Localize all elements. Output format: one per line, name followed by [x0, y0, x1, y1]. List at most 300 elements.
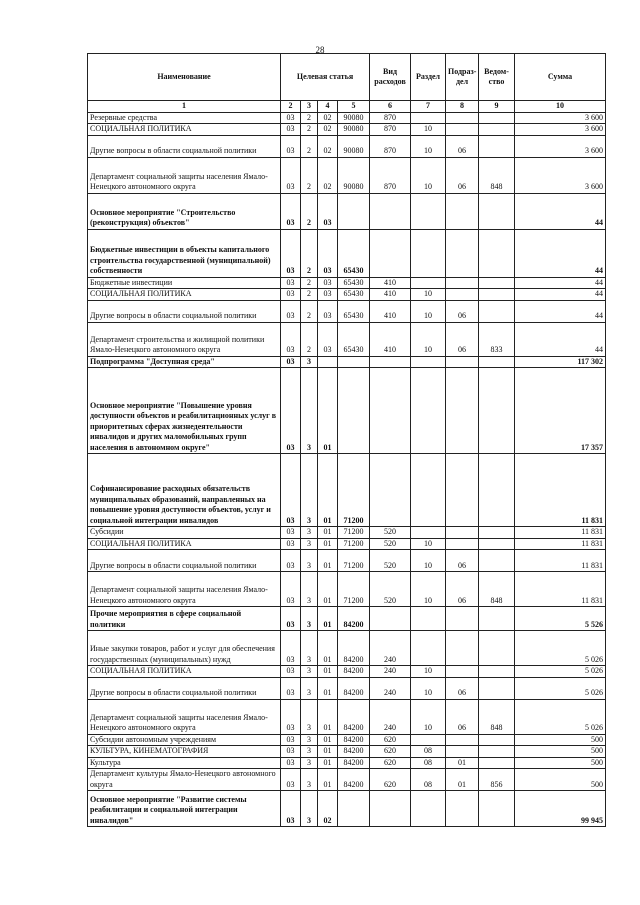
cell-razdel [411, 631, 446, 666]
cell-vid: 520 [370, 572, 411, 607]
header-podrazdel: Подраз-дел [446, 54, 479, 101]
cell-razdel: 10 [411, 124, 446, 136]
cell-podrazdel [446, 734, 479, 746]
cell-direction [338, 791, 370, 827]
cell-razdel: 10 [411, 666, 446, 678]
cell-vid: 620 [370, 746, 411, 758]
cell-event: 01 [318, 454, 338, 527]
cell-name: Культура [88, 757, 281, 769]
cell-direction: 65430 [338, 229, 370, 277]
cell-podrazdel [446, 527, 479, 539]
cell-direction: 84200 [338, 666, 370, 678]
cell-podrazdel [446, 112, 479, 124]
cell-razdel: 10 [411, 135, 446, 157]
cell-name: Департамент строительства и жилищной политики Ямало-Ненецкого автономного округа [88, 322, 281, 356]
cell-program: 03 [281, 631, 301, 666]
header-vedomstvo: Ведом-ство [479, 54, 515, 101]
table-row [88, 124, 606, 136]
cell-summa: 5 026 [515, 666, 606, 678]
cell-summa: 3 600 [515, 112, 606, 124]
cell-vedomstvo [479, 135, 515, 157]
cell-podrazdel [446, 229, 479, 277]
cell-razdel [411, 791, 446, 827]
cell-program: 03 [281, 550, 301, 572]
cell-summa: 5 026 [515, 677, 606, 699]
cell-vid [370, 791, 411, 827]
cell-vid: 410 [370, 289, 411, 301]
cell-razdel: 08 [411, 769, 446, 791]
cell-program: 03 [281, 454, 301, 527]
cell-summa: 3 600 [515, 135, 606, 157]
cell-podrazdel [446, 289, 479, 301]
cell-subprogram: 2 [301, 193, 318, 229]
cell-vedomstvo: 848 [479, 572, 515, 607]
cell-summa: 3 600 [515, 157, 606, 193]
cell-razdel: 10 [411, 157, 446, 193]
cell-program: 03 [281, 322, 301, 356]
cell-vid [370, 356, 411, 368]
cell-name: Основное мероприятие "Развитие системы реабилитации и социальной интеграции инвалидов" [88, 791, 281, 827]
cell-vid: 870 [370, 157, 411, 193]
cell-podrazdel [446, 746, 479, 758]
cell-name: СОЦИАЛЬНАЯ ПОЛИТИКА [88, 538, 281, 550]
cell-direction: 65430 [338, 322, 370, 356]
cell-name: Другие вопросы в области социальной политики [88, 135, 281, 157]
cell-program: 03 [281, 157, 301, 193]
cell-summa: 500 [515, 734, 606, 746]
cell-razdel [411, 277, 446, 289]
cell-vedomstvo [479, 454, 515, 527]
cell-vid: 240 [370, 699, 411, 734]
cell-summa: 5 526 [515, 607, 606, 631]
cell-vedomstvo: 833 [479, 322, 515, 356]
cell-subprogram: 3 [301, 538, 318, 550]
cell-event: 01 [318, 757, 338, 769]
table-row [88, 356, 606, 368]
table-row [88, 135, 606, 157]
cell-event: 01 [318, 666, 338, 678]
cell-subprogram: 2 [301, 322, 318, 356]
cell-direction: 90080 [338, 124, 370, 136]
cell-name: Бюджетные инвестиции [88, 277, 281, 289]
cell-summa: 5 026 [515, 699, 606, 734]
cell-name: Софинансирование расходных обязательств муниципальных образований, направленных на повышение уровня доступности объектов, услуг и социальной интеграции инвалидов [88, 454, 281, 527]
cell-name: СОЦИАЛЬНАЯ ПОЛИТИКА [88, 666, 281, 678]
cell-summa: 5 026 [515, 631, 606, 666]
cell-vid: 870 [370, 124, 411, 136]
cell-vedomstvo [479, 356, 515, 368]
cell-direction [338, 368, 370, 454]
cell-summa: 11 831 [515, 538, 606, 550]
cell-direction: 84200 [338, 631, 370, 666]
cell-razdel: 08 [411, 746, 446, 758]
cell-subprogram: 3 [301, 746, 318, 758]
cell-vedomstvo: 848 [479, 699, 515, 734]
cell-name: КУЛЬТУРА, КИНЕМАТОГРАФИЯ [88, 746, 281, 758]
cell-summa: 500 [515, 769, 606, 791]
table-row [88, 322, 606, 356]
cell-name: Департамент социальной защиты населения Ямало-Ненецкого автономного округа [88, 572, 281, 607]
cell-name: Другие вопросы в области социальной политики [88, 300, 281, 322]
table-row [88, 666, 606, 678]
header-name: Наименование [88, 54, 281, 101]
cell-razdel [411, 454, 446, 527]
cell-program: 03 [281, 572, 301, 607]
cell-podrazdel: 06 [446, 550, 479, 572]
cell-subprogram: 2 [301, 157, 318, 193]
cell-event: 01 [318, 572, 338, 607]
cell-summa: 44 [515, 322, 606, 356]
cell-summa: 44 [515, 229, 606, 277]
cell-vedomstvo [479, 538, 515, 550]
cell-vid: 520 [370, 538, 411, 550]
cell-direction: 71200 [338, 527, 370, 539]
cell-event: 03 [318, 322, 338, 356]
table-row [88, 300, 606, 322]
cell-event [318, 356, 338, 368]
cell-subprogram: 3 [301, 631, 318, 666]
cell-name: Резервные средства [88, 112, 281, 124]
cell-vedomstvo [479, 791, 515, 827]
cell-event: 01 [318, 607, 338, 631]
cell-vedomstvo [479, 757, 515, 769]
col-num: 7 [411, 101, 446, 113]
cell-razdel: 10 [411, 300, 446, 322]
cell-summa: 99 945 [515, 791, 606, 827]
cell-event: 02 [318, 135, 338, 157]
cell-name: Другие вопросы в области социальной политики [88, 550, 281, 572]
cell-direction: 84200 [338, 677, 370, 699]
cell-podrazdel [446, 538, 479, 550]
cell-vedomstvo [479, 229, 515, 277]
cell-direction: 65430 [338, 300, 370, 322]
cell-program: 03 [281, 229, 301, 277]
cell-event: 01 [318, 699, 338, 734]
cell-program: 03 [281, 538, 301, 550]
cell-subprogram: 3 [301, 607, 318, 631]
cell-event: 03 [318, 277, 338, 289]
col-num: 9 [479, 101, 515, 113]
cell-razdel [411, 368, 446, 454]
cell-event: 03 [318, 289, 338, 301]
cell-podrazdel [446, 356, 479, 368]
cell-program: 03 [281, 769, 301, 791]
table-row [88, 572, 606, 607]
cell-direction: 65430 [338, 289, 370, 301]
cell-podrazdel: 06 [446, 300, 479, 322]
col-num: 8 [446, 101, 479, 113]
cell-direction: 84200 [338, 757, 370, 769]
cell-subprogram: 3 [301, 454, 318, 527]
cell-name: Департамент культуры Ямало-Ненецкого автономного округа [88, 769, 281, 791]
cell-program: 03 [281, 757, 301, 769]
cell-program: 03 [281, 289, 301, 301]
cell-direction: 71200 [338, 454, 370, 527]
cell-podrazdel: 06 [446, 322, 479, 356]
cell-vedomstvo [479, 631, 515, 666]
table-row [88, 277, 606, 289]
table-row [88, 550, 606, 572]
cell-vid [370, 607, 411, 631]
cell-podrazdel: 01 [446, 769, 479, 791]
cell-name: Департамент социальной защиты населения Ямало-Ненецкого автономного округа [88, 699, 281, 734]
cell-event: 01 [318, 631, 338, 666]
cell-name: Основное мероприятие "Повышение уровня доступности объектов и реабилитационных услуг в приоритетных сферах жизнедеятельности инвалидов и других маломобильных групп населения в автономном округе" [88, 368, 281, 454]
cell-vid: 520 [370, 527, 411, 539]
cell-subprogram: 3 [301, 550, 318, 572]
cell-name: Прочие мероприятия в сфере социальной политики [88, 607, 281, 631]
col-num: 5 [338, 101, 370, 113]
cell-podrazdel [446, 277, 479, 289]
cell-direction [338, 193, 370, 229]
cell-vid: 240 [370, 631, 411, 666]
cell-name: Субсидии [88, 527, 281, 539]
cell-vid: 410 [370, 277, 411, 289]
cell-vid: 410 [370, 300, 411, 322]
cell-subprogram: 2 [301, 289, 318, 301]
cell-vedomstvo [479, 368, 515, 454]
cell-podrazdel: 06 [446, 699, 479, 734]
cell-vid: 240 [370, 666, 411, 678]
table-row [88, 368, 606, 454]
cell-summa: 11 831 [515, 527, 606, 539]
cell-subprogram: 3 [301, 757, 318, 769]
cell-vid: 520 [370, 550, 411, 572]
cell-subprogram: 3 [301, 769, 318, 791]
cell-podrazdel: 06 [446, 572, 479, 607]
cell-subprogram: 3 [301, 527, 318, 539]
cell-name: Подпрограмма "Доступная среда" [88, 356, 281, 368]
cell-subprogram: 3 [301, 734, 318, 746]
cell-summa: 44 [515, 300, 606, 322]
cell-podrazdel: 06 [446, 157, 479, 193]
cell-vid: 620 [370, 769, 411, 791]
cell-vedomstvo: 856 [479, 769, 515, 791]
cell-program: 03 [281, 734, 301, 746]
cell-vedomstvo [479, 734, 515, 746]
col-num: 1 [88, 101, 281, 113]
cell-name: Департамент социальной защиты населения Ямало-Ненецкого автономного округа [88, 157, 281, 193]
cell-summa: 500 [515, 757, 606, 769]
cell-program: 03 [281, 666, 301, 678]
cell-subprogram: 2 [301, 277, 318, 289]
table-row [88, 677, 606, 699]
cell-program: 03 [281, 677, 301, 699]
cell-vedomstvo [479, 677, 515, 699]
table-row [88, 631, 606, 666]
cell-summa: 44 [515, 289, 606, 301]
header-summa: Сумма [515, 54, 606, 101]
cell-razdel [411, 193, 446, 229]
cell-podrazdel [446, 607, 479, 631]
cell-vedomstvo [479, 666, 515, 678]
header-razdel: Раздел [411, 54, 446, 101]
cell-summa: 44 [515, 193, 606, 229]
cell-program: 03 [281, 791, 301, 827]
table-row [88, 538, 606, 550]
cell-summa: 11 831 [515, 454, 606, 527]
cell-name: СОЦИАЛЬНАЯ ПОЛИТИКА [88, 289, 281, 301]
column-number-row [88, 101, 606, 113]
cell-podrazdel [446, 193, 479, 229]
cell-program: 03 [281, 112, 301, 124]
cell-summa: 17 357 [515, 368, 606, 454]
cell-vedomstvo [479, 277, 515, 289]
cell-summa: 11 831 [515, 550, 606, 572]
cell-vedomstvo [479, 289, 515, 301]
cell-event: 02 [318, 791, 338, 827]
cell-razdel [411, 527, 446, 539]
cell-podrazdel [446, 666, 479, 678]
table-row [88, 289, 606, 301]
cell-direction: 90080 [338, 135, 370, 157]
cell-name: Иные закупки товаров, работ и услуг для обеспечения государственных (муниципальных) нужд [88, 631, 281, 666]
table-body [88, 112, 606, 827]
cell-name: Другие вопросы в области социальной политики [88, 677, 281, 699]
cell-program: 03 [281, 527, 301, 539]
header-target: Целевая статья [281, 54, 370, 101]
cell-name: СОЦИАЛЬНАЯ ПОЛИТИКА [88, 124, 281, 136]
cell-name: Основное мероприятие "Строительство (реконструкция) объектов" [88, 193, 281, 229]
cell-vid [370, 368, 411, 454]
cell-vedomstvo [479, 300, 515, 322]
cell-direction: 90080 [338, 112, 370, 124]
cell-vid [370, 229, 411, 277]
cell-razdel [411, 734, 446, 746]
cell-direction: 84200 [338, 769, 370, 791]
cell-subprogram: 2 [301, 229, 318, 277]
table-row [88, 527, 606, 539]
cell-direction: 90080 [338, 157, 370, 193]
table-row [88, 757, 606, 769]
header-vid: Вид расходов [370, 54, 411, 101]
cell-vedomstvo [479, 607, 515, 631]
cell-event: 01 [318, 527, 338, 539]
cell-razdel: 10 [411, 289, 446, 301]
cell-program: 03 [281, 699, 301, 734]
cell-subprogram: 2 [301, 112, 318, 124]
cell-program: 03 [281, 368, 301, 454]
cell-vedomstvo [479, 550, 515, 572]
cell-summa: 11 831 [515, 572, 606, 607]
cell-razdel: 10 [411, 677, 446, 699]
cell-vedomstvo [479, 746, 515, 758]
cell-direction: 71200 [338, 550, 370, 572]
cell-name: Субсидии автономным учреждениям [88, 734, 281, 746]
cell-subprogram: 2 [301, 300, 318, 322]
cell-podrazdel: 06 [446, 677, 479, 699]
table-row [88, 193, 606, 229]
table-row [88, 454, 606, 527]
cell-podrazdel: 01 [446, 757, 479, 769]
cell-podrazdel [446, 454, 479, 527]
cell-program: 03 [281, 300, 301, 322]
cell-subprogram: 3 [301, 699, 318, 734]
table-row [88, 157, 606, 193]
table-row [88, 607, 606, 631]
cell-vid: 620 [370, 734, 411, 746]
cell-program: 03 [281, 607, 301, 631]
cell-direction: 84200 [338, 734, 370, 746]
cell-vedomstvo [479, 193, 515, 229]
table-row [88, 791, 606, 827]
col-num: 3 [301, 101, 318, 113]
cell-direction: 84200 [338, 746, 370, 758]
cell-razdel [411, 112, 446, 124]
table-row [88, 769, 606, 791]
col-num: 4 [318, 101, 338, 113]
cell-program: 03 [281, 135, 301, 157]
cell-vid: 870 [370, 112, 411, 124]
budget-table [87, 53, 606, 827]
col-num: 2 [281, 101, 301, 113]
cell-event: 03 [318, 229, 338, 277]
cell-vedomstvo [479, 527, 515, 539]
cell-event: 03 [318, 300, 338, 322]
cell-razdel: 10 [411, 699, 446, 734]
cell-event: 01 [318, 538, 338, 550]
cell-podrazdel [446, 124, 479, 136]
cell-event: 01 [318, 746, 338, 758]
cell-vid [370, 193, 411, 229]
cell-program: 03 [281, 124, 301, 136]
cell-direction: 71200 [338, 538, 370, 550]
cell-subprogram: 3 [301, 368, 318, 454]
cell-vedomstvo: 848 [479, 157, 515, 193]
cell-podrazdel: 06 [446, 135, 479, 157]
cell-vid [370, 454, 411, 527]
cell-direction: 65430 [338, 277, 370, 289]
cell-program: 03 [281, 356, 301, 368]
cell-direction: 71200 [338, 572, 370, 607]
cell-summa: 117 302 [515, 356, 606, 368]
cell-direction [338, 356, 370, 368]
cell-name: Бюджетные инвестиции в объекты капитального строительства государственной (муниципальной) собственности [88, 229, 281, 277]
cell-razdel [411, 607, 446, 631]
cell-program: 03 [281, 193, 301, 229]
cell-event: 02 [318, 157, 338, 193]
cell-subprogram: 3 [301, 791, 318, 827]
cell-podrazdel [446, 631, 479, 666]
cell-razdel: 10 [411, 538, 446, 550]
cell-vid: 410 [370, 322, 411, 356]
cell-summa: 3 600 [515, 124, 606, 136]
cell-razdel [411, 356, 446, 368]
cell-vid: 620 [370, 757, 411, 769]
table-row [88, 229, 606, 277]
cell-razdel: 08 [411, 757, 446, 769]
cell-subprogram: 3 [301, 572, 318, 607]
cell-event: 03 [318, 193, 338, 229]
cell-subprogram: 2 [301, 135, 318, 157]
col-num: 10 [515, 101, 606, 113]
table-row [88, 112, 606, 124]
cell-direction: 84200 [338, 607, 370, 631]
cell-direction: 84200 [338, 699, 370, 734]
cell-razdel [411, 229, 446, 277]
table-header [88, 54, 606, 101]
cell-subprogram: 3 [301, 356, 318, 368]
cell-summa: 500 [515, 746, 606, 758]
cell-event: 01 [318, 734, 338, 746]
table-row [88, 746, 606, 758]
cell-vid: 870 [370, 135, 411, 157]
cell-razdel: 10 [411, 572, 446, 607]
cell-event: 01 [318, 677, 338, 699]
cell-vedomstvo [479, 124, 515, 136]
cell-vedomstvo [479, 112, 515, 124]
cell-subprogram: 2 [301, 124, 318, 136]
